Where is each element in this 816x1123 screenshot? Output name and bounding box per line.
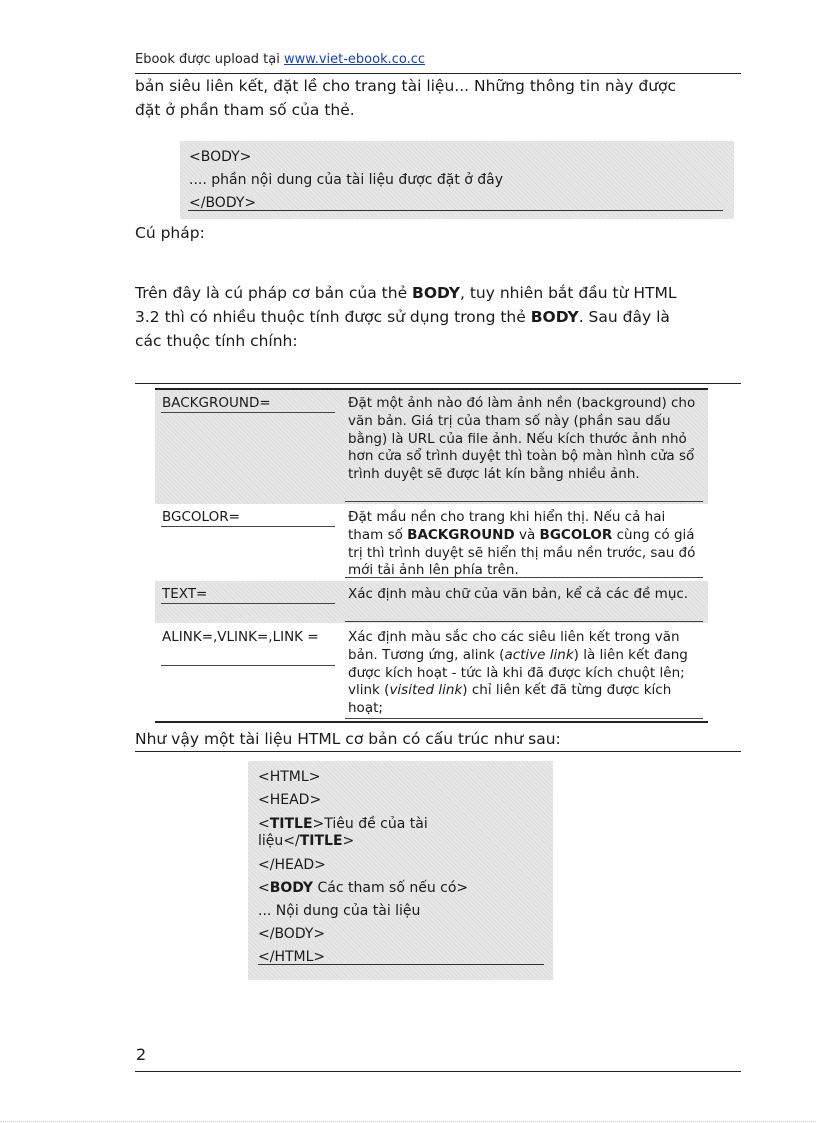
attr-desc: Xác định màu sắc cho các siêu liên kết trong văn bản. Tương ứng, alink (active link) là liên kết đang được kích hoạt - tức là khi đã được kích chuột lên; vlink (visited link) chỉ liên kết đã từng được kích hoạt;: [348, 629, 688, 717]
intro-line-1: bản siêu liên kết, đặt lề cho trang tài liệu... Những thông tin này được: [135, 77, 677, 95]
code-line: <HEAD>: [258, 792, 322, 808]
table-row-text: [155, 581, 708, 623]
para2-line-3: các thuộc tính chính:: [135, 332, 298, 350]
code-line: <HTML>: [258, 769, 321, 785]
code-line-content: .... phần nội dung của tài liệu được đặt ở đây: [189, 172, 504, 188]
code-block-body: [180, 141, 734, 219]
code-line: <BODY Các tham số nếu có>: [258, 880, 469, 896]
intro-paragraph: [135, 74, 735, 122]
code-underline: [258, 964, 544, 965]
table-top-rule: [135, 383, 741, 384]
structure-rule: [135, 751, 741, 752]
code-block-structure: [248, 761, 553, 980]
para2-line-1: Trên đây là cú pháp cơ bản của thẻ BODY, tuy nhiên bắt đầu từ HTML: [135, 284, 677, 302]
code-line: </HTML>: [258, 949, 326, 965]
header-link[interactable]: www.viet-ebook.co.cc: [283, 52, 426, 67]
attr-desc: Đặt mầu nền cho trang khi hiển thị. Nếu cả hai tham số BACKGROUND và BGCOLOR cùng có giá trị thì trình duyệt sẽ hiển thị mầu nền trước, sau đó mới tải ảnh lên phía trên.: [348, 509, 696, 579]
para2-line-2: 3.2 thì có nhiều thuộc tính được sử dụng trong thẻ BODY. Sau đây là: [135, 308, 670, 326]
footer-rule: [135, 1071, 741, 1072]
intro-line-2: đặt ở phần tham số của thẻ.: [135, 101, 355, 119]
code-line: liệu</TITLE>: [258, 833, 355, 849]
table-bottom-border: [155, 721, 708, 723]
code-line-close: </BODY>: [189, 195, 257, 211]
code-line: ... Nội dung của tài liệu: [258, 903, 421, 919]
attr-desc: Xác định màu chữ của văn bản, kể cả các đề mục.: [348, 586, 689, 602]
table-row-background: [155, 390, 708, 504]
attr-desc: Đặt một ảnh nào đó làm ảnh nền (background) cho văn bản. Giá trị của tham số này (phần sau dấu bằng) là URL của file ảnh. Nếu kích thước ảnh nhỏ hơn cửa sổ trình duyệt thì toàn bộ màn hình cửa sổ trình duyệt sẽ được lát kín bằng nhiều ảnh.: [348, 395, 696, 483]
code-line: <TITLE>Tiêu đề của tài: [258, 816, 428, 832]
attr-name: BGCOLOR=: [162, 509, 240, 525]
page-bottom-dotted-line: [0, 1121, 816, 1122]
table-row-links: [155, 624, 708, 720]
code-line-open: <BODY>: [189, 149, 252, 165]
header-prefix: Ebook được upload tại: [135, 52, 284, 67]
attr-name: BACKGROUND=: [162, 395, 271, 411]
code-line: </BODY>: [258, 926, 326, 942]
page-header: [135, 52, 425, 67]
attributes-intro-paragraph: [135, 281, 735, 353]
structure-intro: Như vậy một tài liệu HTML cơ bản có cấu trúc như sau:: [135, 730, 561, 748]
attr-name: TEXT=: [162, 586, 208, 602]
syntax-label: Cú pháp:: [135, 224, 205, 242]
table-row-bgcolor: [155, 504, 708, 580]
code-underline: [188, 210, 723, 211]
page-number: 2: [136, 1045, 147, 1064]
attr-name: ALINK=,VLINK=,LINK =: [162, 629, 319, 645]
code-line: </HEAD>: [258, 857, 326, 873]
